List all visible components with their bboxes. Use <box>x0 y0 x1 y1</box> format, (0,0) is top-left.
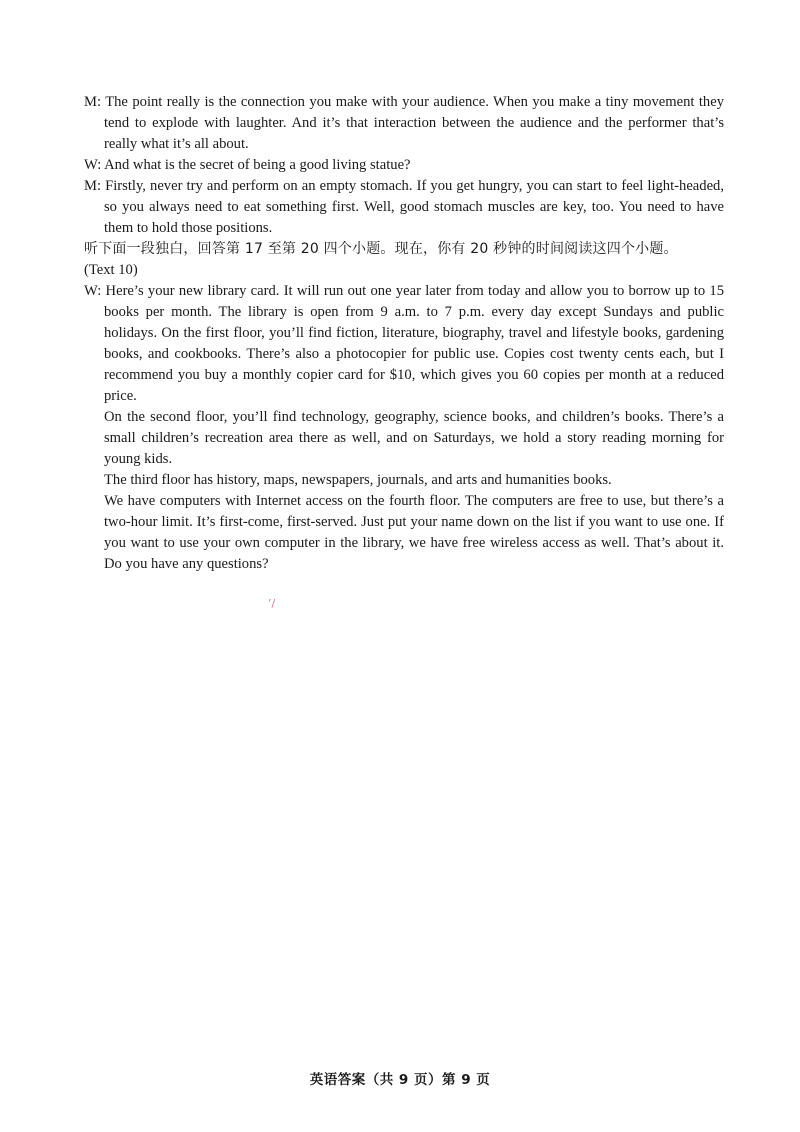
stray-pen-mark: ’/ <box>268 597 276 610</box>
listening-instruction: 听下面一段独白，回答第 17 至第 20 四个小题。现在，你有 20 秒钟的时间阅读这四个小题。 <box>84 241 678 257</box>
monologue-paragraph-4: We have computers with Internet access on the fourth floor. The computers are free to use, but there’s a two-hour limit. It’s first-come, first-served. Just put your name down on the list if you want to use one. If you want to use your own computer in the library, we have free wireless access as well. That’s about it. Do you have any questions? <box>104 493 724 572</box>
dialogue-man-line-2: M: Firstly, never try and perform on an empty stomach. If you get hungry, you can start to feel light-headed, so you always need to eat something first. Well, good stomach muscles are key, too. You need to have them to hold those positions. <box>84 178 724 236</box>
monologue-paragraph-3: The third floor has history, maps, newspapers, journals, and arts and humanities books. <box>104 472 612 488</box>
dialogue-man-line-1: M: The point really is the connection you make with your audience. When you make a tiny movement they tend to explode with laughter. And it’s that interaction between the audience and the performer that’s really what it’s all about. <box>84 94 724 152</box>
page-content <box>84 92 724 575</box>
dialogue-woman-line-1: W: And what is the secret of being a good living statue? <box>84 157 411 173</box>
text-label: (Text 10) <box>84 262 138 278</box>
monologue-paragraph-2: On the second floor, you’ll find technology, geography, science books, and children’s books. There’s a small children’s recreation area there as well, and on Saturdays, we hold a story reading morning for young kids. <box>104 409 724 467</box>
page-footer: 英语答案（共 9 页）第 9 页 <box>309 1072 491 1088</box>
monologue-paragraph-1: W: Here’s your new library card. It will run out one year later from today and allow you to borrow up to 15 books per month. The library is open from 9 a.m. to 7 p.m. every day except Sundays and public holidays. On the first floor, you’ll find fiction, literature, biography, travel and lifestyle books, gardening books, and cookbooks. There’s also a photocopier for public use. Copies cost twenty cents each, but I recommend you buy a monthly copier card for $10, which gives you 60 copies per month at a reduced price. <box>84 283 724 404</box>
